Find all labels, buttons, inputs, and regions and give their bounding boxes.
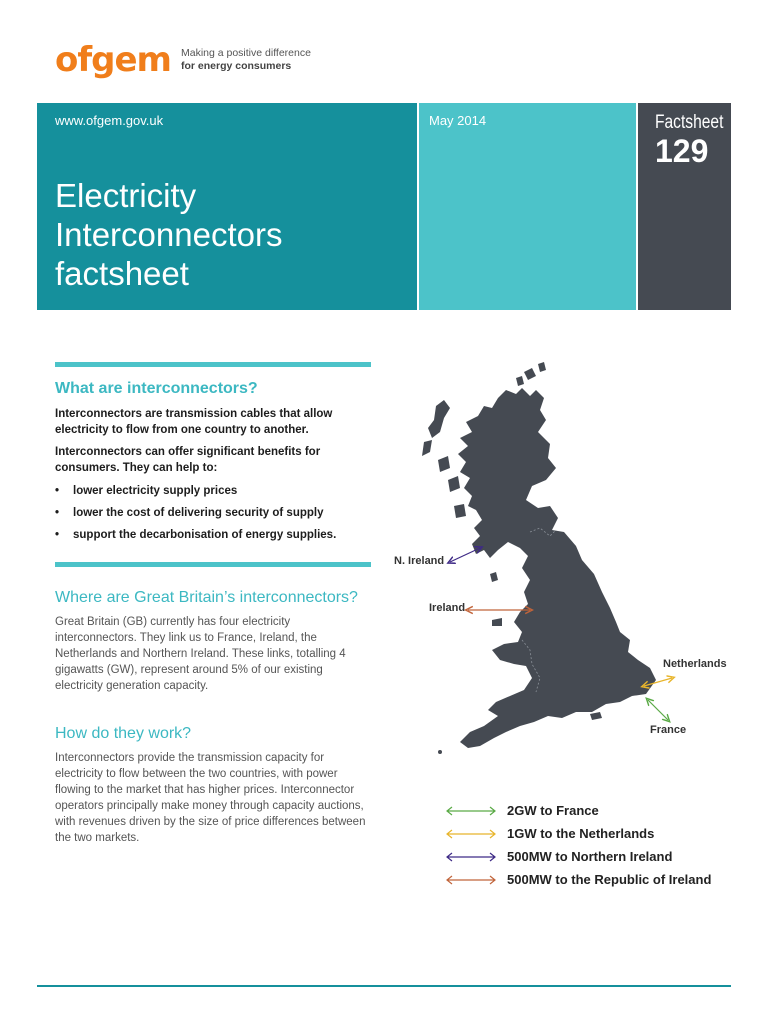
website-link[interactable]: www.ofgem.gov.uk — [55, 113, 164, 128]
tagline-line-2: for energy consumers — [180, 60, 292, 72]
title-line: Electricity — [55, 177, 197, 214]
how-paragraph: Interconnectors provide the transmission capacity for electricity to flow between the two countries, with power flowing to the market that has higher prices. Interconnector operators principally make money through capacity auctions, with revenues driven by the size of price differences between the two markets. — [55, 752, 366, 844]
section-divider — [55, 562, 371, 567]
map-label-netherlands: Netherlands — [663, 658, 727, 670]
legend-arrow-icon — [446, 806, 496, 816]
header-date-panel — [419, 103, 636, 310]
bullet-item: • lower the cost of delivering security of supply — [55, 507, 324, 519]
ofgem-logo[interactable] — [55, 40, 311, 80]
bullet-item: • support the decarbonisation of energy supplies. — [55, 529, 337, 541]
factsheet-number: 129 — [655, 133, 709, 169]
benefits-intro: Interconnectors can offer significant benefits for consumers. They can help to: — [55, 446, 321, 474]
bullet-item: • lower electricity supply prices — [55, 485, 238, 497]
legend-arrow-icon — [446, 875, 496, 885]
page-title — [55, 176, 282, 293]
map-label-ireland: Ireland — [429, 602, 466, 614]
map-label-france: France — [650, 724, 687, 736]
legend-label: 1GW to the Netherlands — [507, 826, 655, 841]
legend-item — [446, 822, 711, 845]
tagline-line-1: Making a positive difference — [180, 47, 311, 59]
legend-label: 500MW to the Republic of Ireland — [507, 872, 712, 887]
title-line: factsheet — [55, 255, 189, 292]
legend-label: 2GW to France — [507, 803, 599, 818]
section-heading-how: How do they work? — [55, 725, 192, 742]
factsheet-label: Factsheet — [655, 112, 724, 133]
publication-date: May 2014 — [429, 113, 487, 128]
interconnector-legend — [446, 799, 711, 891]
map-label-n-ireland: N. Ireland — [394, 555, 445, 567]
legend-label: 500MW to Northern Ireland — [507, 849, 673, 864]
section-divider — [55, 362, 371, 367]
title-line: Interconnectors — [55, 216, 283, 253]
legend-arrow-icon — [446, 852, 496, 862]
arrow-france — [648, 700, 668, 720]
logo-tagline — [181, 47, 311, 73]
gb-landmass — [458, 388, 656, 748]
section-heading-where: Where are Great Britain’s interconnectors? — [55, 589, 358, 606]
section-heading-what: What are interconnectors? — [55, 380, 258, 397]
western-isles — [428, 400, 450, 438]
intro-paragraph: Interconnectors are transmission cables that allow electricity to flow from one country to another. — [55, 408, 333, 436]
where-paragraph: Great Britain (GB) currently has four electricity interconnectors. They link us to France, Ireland, the Netherlands and Northern Ireland. These links, totalling 4 gigawatts (GW), represent around 5% of our existing electricity generation capacity. — [55, 616, 346, 692]
legend-arrow-icon — [446, 829, 496, 839]
legend-item — [446, 868, 711, 891]
legend-item — [446, 799, 711, 822]
logo-wordmark: ofgem — [55, 40, 171, 80]
legend-item — [446, 845, 711, 868]
arrow-northern-ireland — [450, 548, 480, 562]
footer-divider — [37, 985, 731, 987]
